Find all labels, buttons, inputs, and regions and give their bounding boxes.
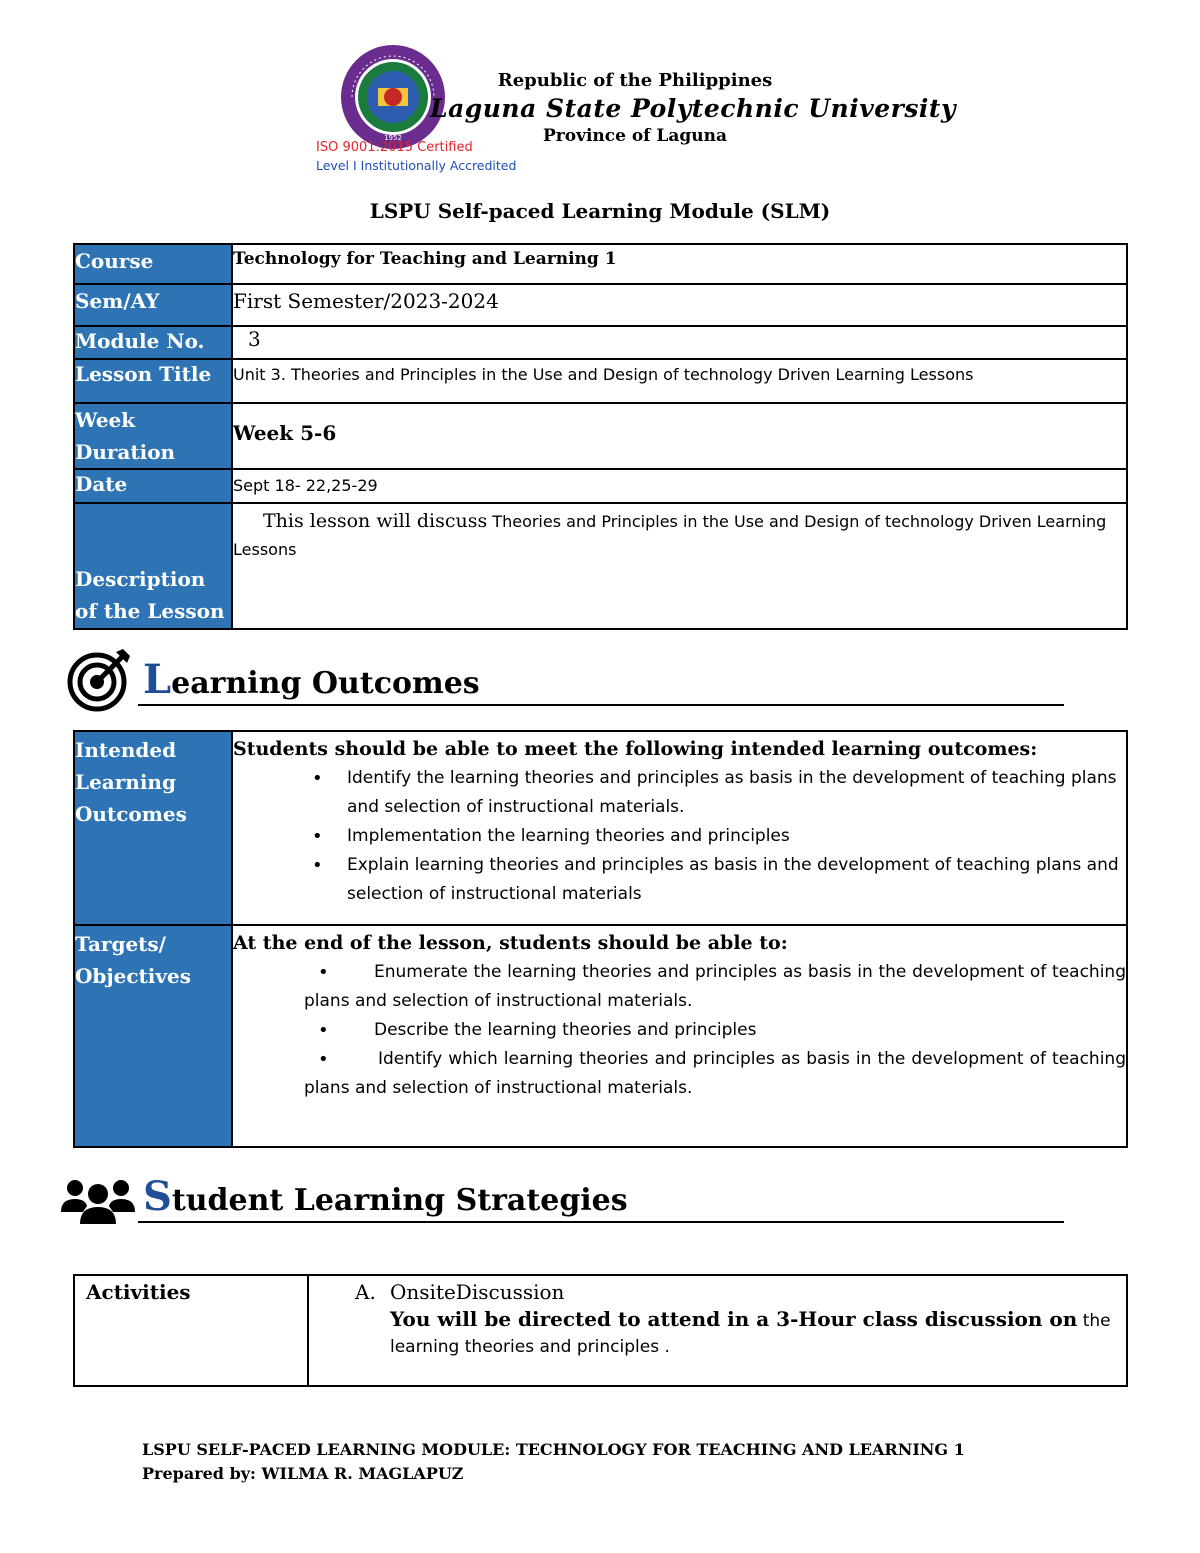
outcomes-table — [73, 730, 1128, 1148]
iso-certification: ISO 9001:2015 Certified — [316, 140, 473, 155]
activities-label: Activities — [74, 1275, 308, 1386]
logo-year: 1952 — [384, 134, 402, 142]
course-value: Technology for Teaching and Learning 1 — [232, 244, 1127, 284]
module-value: 3 — [232, 326, 1127, 359]
date-value: Sept 18- 22,25-29 — [232, 469, 1127, 503]
activity-description-lead: You will be directed to attend in a 3-Hour class discussion on — [390, 1307, 1078, 1331]
ilo-item: • Identify the learning theories and principles as basis in the development of teaching plans and selection of instructional materials. — [312, 768, 1117, 817]
target-icon — [66, 647, 132, 713]
module-title: LSPU Self-paced Learning Module (SLM) — [369, 199, 831, 223]
ilo-cell — [232, 731, 1127, 925]
course-info-table — [73, 243, 1128, 630]
ilo-label: Intended Learning Outcomes — [74, 731, 232, 925]
description-label: Description of the Lesson — [74, 503, 232, 629]
objective-item: • Describe the learning theories and principles — [318, 1020, 757, 1041]
ilo-intro: Students should be able to meet the following intended learning outcomes: — [233, 738, 1038, 760]
objective-item: • Enumerate the learning theories and principles as basis in the development of teaching plans and selection of instructional materials. — [304, 962, 1126, 1011]
week-duration-label: Week Duration — [74, 403, 232, 469]
description-rest: Theories and Principles in the Use and Design of technology Driven Learning Lessons — [233, 512, 1107, 559]
activities-table — [73, 1274, 1128, 1387]
learning-outcomes-rule — [138, 704, 1064, 706]
group-users-icon — [60, 1176, 136, 1226]
activity-title-line — [355, 1278, 1114, 1306]
activity-letter: A. — [355, 1280, 376, 1304]
strategies-heading-rest: tudent Learning Strategies — [171, 1183, 628, 1218]
learning-outcomes-heading-cap: L — [143, 656, 172, 703]
objectives-list — [233, 958, 1126, 1103]
sem-value: First Semester/2023-2024 — [232, 284, 1127, 326]
university-name: Laguna State Polytechnic University — [430, 94, 956, 123]
description-value — [232, 503, 1127, 629]
lesson-title-label: Lesson Title — [74, 359, 232, 403]
strategies-rule — [138, 1221, 1064, 1223]
learning-outcomes-heading — [143, 656, 480, 703]
objectives-cell — [232, 925, 1127, 1147]
activity-description — [355, 1306, 1114, 1360]
accreditation-level: Level I Institutionally Accredited — [316, 158, 517, 173]
province-line: Province of Laguna — [542, 126, 728, 146]
strategies-heading — [143, 1173, 628, 1220]
ilo-item: • Implementation the learning theories and principles — [312, 826, 790, 847]
ilo-item: • Explain learning theories and principles as basis in the development of teaching plans and selection of instructional materials — [312, 855, 1119, 904]
learning-outcomes-heading-rest: earning Outcomes — [171, 666, 480, 701]
description-lead: This lesson will discuss — [263, 510, 488, 532]
strategies-heading-cap: S — [143, 1173, 172, 1220]
objectives-intro: At the end of the lesson, students should be able to: — [233, 932, 788, 954]
ilo-list — [233, 764, 1126, 909]
date-label: Date — [74, 469, 232, 503]
activity-title: OnsiteDiscussion — [390, 1280, 565, 1304]
course-label: Course — [74, 244, 232, 284]
lesson-title-value: Unit 3. Theories and Principles in the Use and Design of technology Driven Learning Lessons — [232, 359, 1127, 403]
activity-description-rest: the learning theories and principles . — [390, 1311, 1111, 1357]
objective-item: • Identify which learning theories and principles as basis in the development of teaching plans and selection of instructional materials. — [304, 1049, 1126, 1098]
activities-cell — [308, 1275, 1127, 1386]
module-label: Module No. — [74, 326, 232, 359]
objectives-label: Targets/ Objectives — [74, 925, 232, 1147]
republic-line: Republic of the Philippines — [497, 70, 773, 91]
sem-label: Sem/AY — [74, 284, 232, 326]
footer-module-line: LSPU SELF-PACED LEARNING MODULE: TECHNOLOGY FOR TEACHING AND LEARNING 1 — [142, 1440, 965, 1459]
week-duration-value: Week 5-6 — [232, 403, 1127, 469]
footer-prepared-by: Prepared by: WILMA R. MAGLAPUZ — [142, 1464, 464, 1483]
